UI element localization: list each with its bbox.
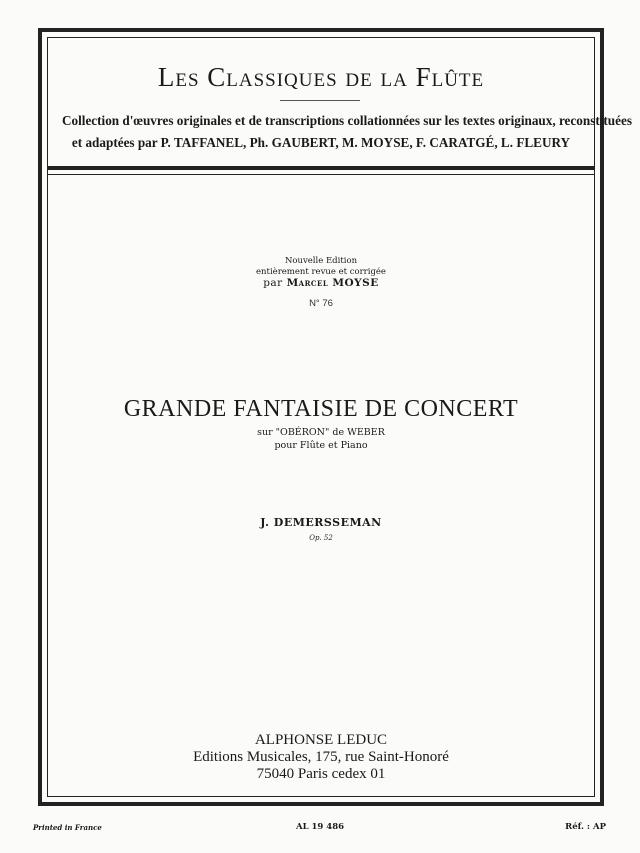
publisher-address-line-2: 75040 Paris cedex 01 — [256, 766, 386, 782]
work-title: GRANDE FANTAISIE DE CONCERT — [123, 396, 519, 422]
edition-info — [48, 256, 594, 309]
printed-in-label: Printed in France — [33, 823, 102, 832]
edition-editor-name: Marcel MOYSE — [286, 277, 379, 289]
edition-editor-prefix: par — [263, 277, 283, 289]
composer-name: J. DEMERSSEMAN — [260, 516, 382, 529]
edition-number: N° 76 — [309, 298, 333, 309]
work-subtitle-line-1: sur "OBÉRON" de WEBER — [257, 427, 385, 438]
page-footer — [0, 822, 640, 836]
series-description — [62, 110, 632, 154]
reference-code: Réf. : AP — [565, 822, 606, 832]
series-header — [48, 38, 632, 170]
series-description-line-2: et adaptées par P. TAFFANEL, Ph. GAUBERT, M. MOYSE, F. CARATGÉ, L. FLEURY — [71, 135, 571, 150]
work-subtitle-line-2: pour Flûte et Piano — [274, 440, 368, 451]
catalog-number: AL 19 486 — [295, 822, 345, 832]
cover-outer-border — [38, 28, 632, 806]
work-subtitle — [48, 426, 594, 452]
cover-inner-border — [47, 37, 632, 797]
publisher-block — [48, 732, 594, 783]
series-description-line-1: Collection d'œuvres originales et de transcriptions collationnées sur les textes originaux, reconstituées — [62, 113, 632, 128]
series-title-rule — [280, 100, 360, 101]
opus-number: Op. 52 — [309, 534, 333, 542]
publisher-name: ALPHONSE LEDUC — [254, 732, 388, 748]
series-title: Les Classiques de la Flûte — [157, 62, 485, 92]
edition-editor — [48, 278, 594, 289]
edition-line-1: Nouvelle Edition — [284, 256, 358, 266]
edition-line-2: entièrement revue et corrigée — [256, 267, 386, 277]
publisher-address-line-1: Editions Musicales, 175, rue Saint-Honoré — [193, 749, 449, 765]
